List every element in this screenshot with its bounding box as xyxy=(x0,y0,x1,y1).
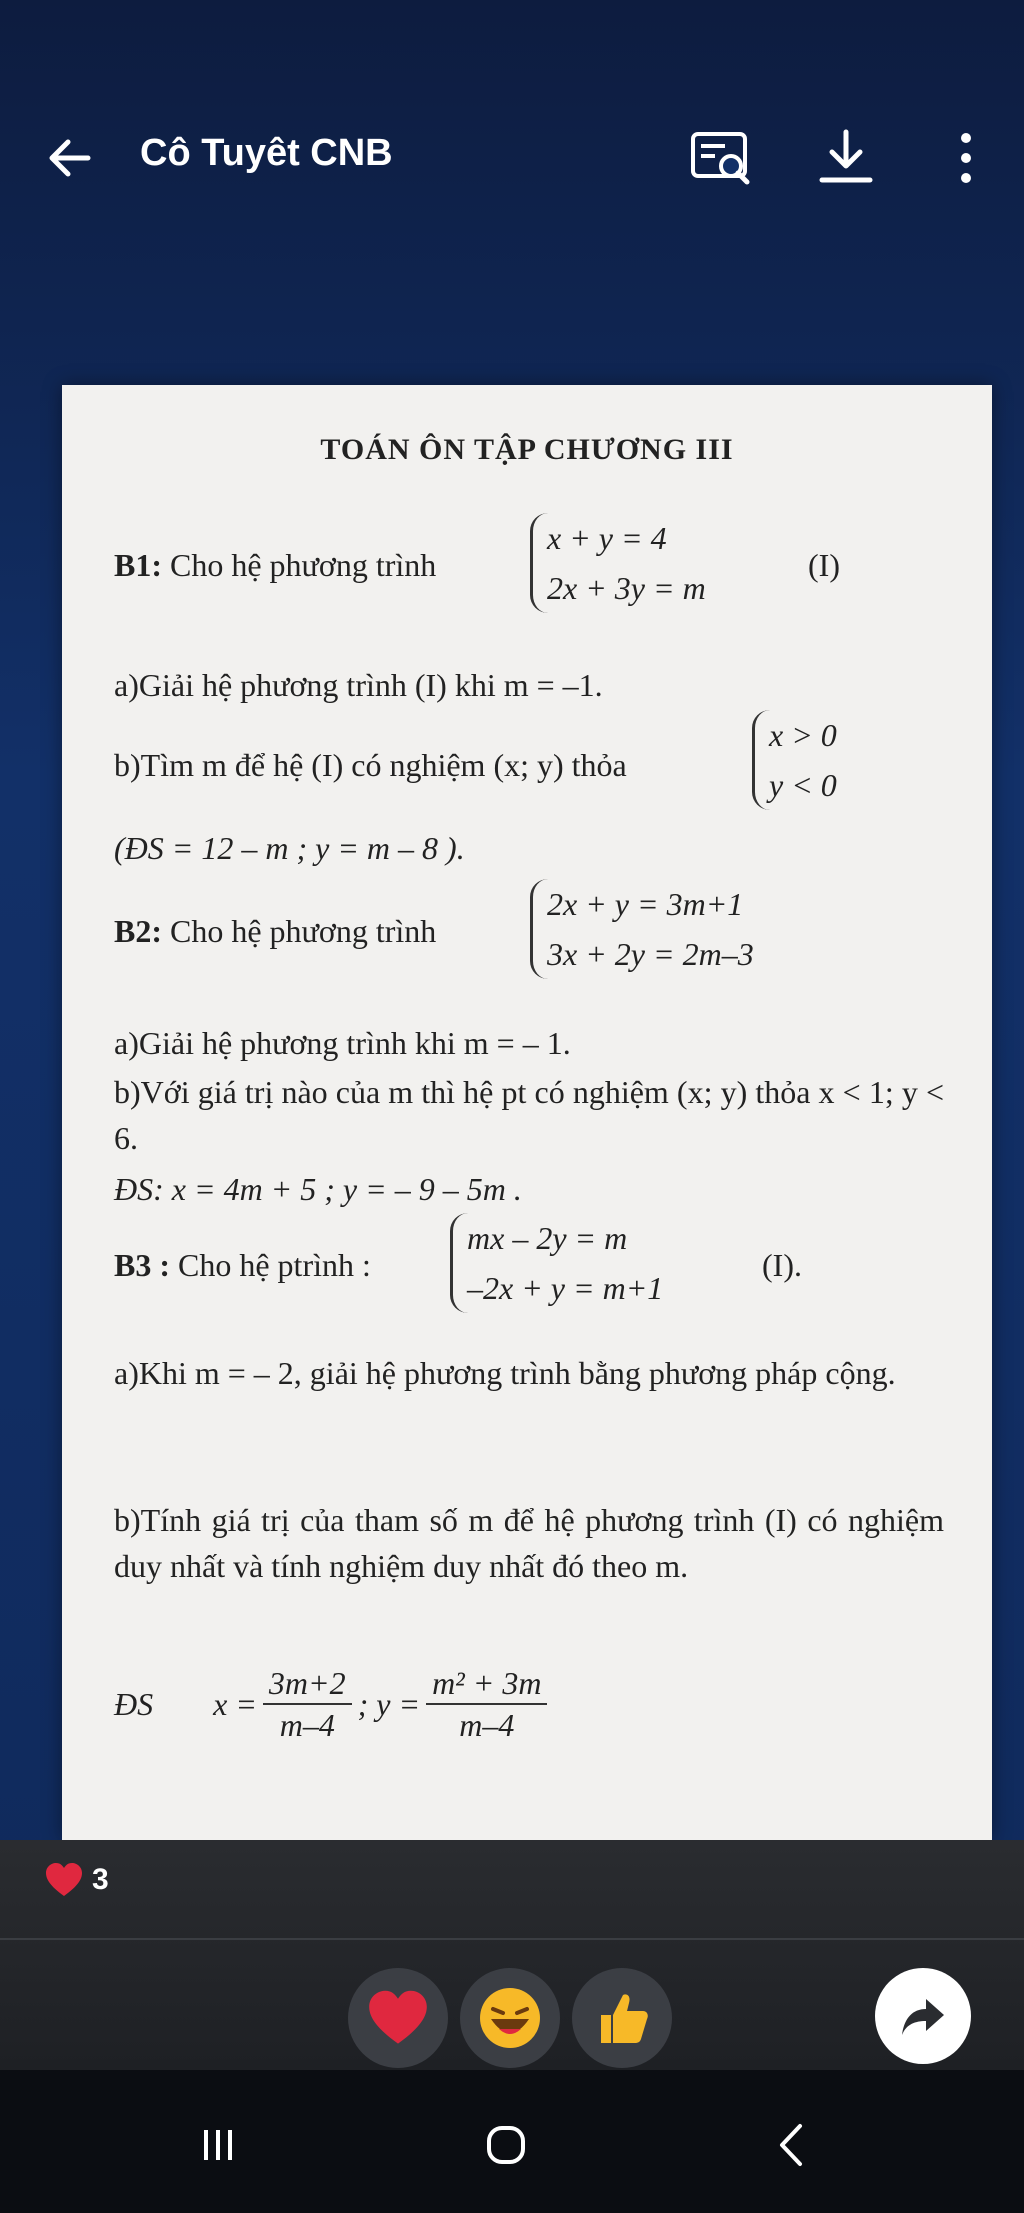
divider xyxy=(0,1938,1024,1940)
recents-button[interactable] xyxy=(178,2110,258,2180)
b1-cond2: y < 0 xyxy=(769,767,837,803)
share-icon xyxy=(896,1989,950,2043)
b1-eq2: 2x + 3y = m xyxy=(547,570,706,606)
system-nav-bar xyxy=(0,2070,1024,2213)
b1-label: B1: xyxy=(114,547,162,583)
b3-text: Cho hệ ptrình : xyxy=(178,1247,371,1283)
b1-heading xyxy=(114,547,436,584)
worksheet-photo xyxy=(62,385,992,1840)
home-icon xyxy=(466,2110,546,2180)
b3-heading xyxy=(114,1247,371,1284)
b2-system xyxy=(530,879,754,979)
b2-answer: ĐS: x = 4m + 5 ; y = – 9 – 5m . xyxy=(114,1171,522,1207)
recents-icon xyxy=(178,2110,258,2180)
top-bar xyxy=(0,100,1024,210)
b3-x-numerator: 3m+2 xyxy=(263,1663,352,1705)
b1-system xyxy=(530,513,706,613)
b3-eq2: –2x + y = m+1 xyxy=(467,1270,664,1306)
worksheet-title: TOÁN ÔN TẬP CHƯƠNG III xyxy=(320,433,734,466)
haha-reaction-button[interactable] xyxy=(460,1968,560,2068)
b3-label: B3 : xyxy=(114,1247,170,1283)
b3-x-lhs: x = xyxy=(213,1685,257,1722)
b1-eq1: x + y = 4 xyxy=(547,520,667,556)
arrow-left-icon xyxy=(40,128,100,188)
b3-y-lhs: ; y = xyxy=(357,1685,421,1722)
back-button[interactable] xyxy=(40,128,100,188)
b3-part-a: a)Khi m = – 2, giải hệ phương trình bằng phương pháp cộng. xyxy=(114,1355,896,1391)
image-search-button[interactable] xyxy=(685,122,757,194)
b1-text: Cho hệ phương trình xyxy=(170,547,437,583)
likes-count: 3 xyxy=(92,1863,109,1896)
b2-eq1: 2x + y = 3m+1 xyxy=(547,886,744,922)
like-reaction-icon xyxy=(591,1987,653,2049)
b3-y-denominator: m–4 xyxy=(459,1707,515,1743)
b1-answer: (ĐS = 12 – m ; y = m – 8 ). xyxy=(114,830,465,866)
b3-eq1: mx – 2y = m xyxy=(467,1220,628,1256)
love-reaction-icon xyxy=(366,1989,430,2047)
b3-y-fraction xyxy=(426,1663,547,1745)
b3-tag: (I). xyxy=(762,1247,802,1283)
b1-cond1: x > 0 xyxy=(769,717,837,753)
heart-icon xyxy=(44,1862,84,1898)
b2-label: B2: xyxy=(114,913,162,949)
b1-tag: (I) xyxy=(808,547,840,583)
b3-system xyxy=(450,1213,663,1313)
download-button[interactable] xyxy=(810,122,882,194)
b3-part-b: b)Tính giá trị của tham số m để hệ phương trình (I) có nghiệm duy nhất và tính nghiệm duy nhất đó theo m. xyxy=(114,1502,944,1584)
b2-text: Cho hệ phương trình xyxy=(170,913,437,949)
b3-x-fraction xyxy=(263,1663,352,1745)
more-options-button[interactable] xyxy=(930,122,1002,194)
b3-answer xyxy=(114,1663,553,1745)
nav-back-icon xyxy=(752,2110,832,2180)
nav-back-button[interactable] xyxy=(752,2110,832,2180)
haha-reaction-icon xyxy=(477,1985,543,2051)
b2-eq2: 3x + 2y = 2m–3 xyxy=(547,936,754,972)
share-button[interactable] xyxy=(875,1968,971,2064)
likes-summary[interactable] xyxy=(44,1862,109,1898)
b1-part-b: b)Tìm m để hệ (I) có nghiệm (x; y) thỏa xyxy=(114,747,627,783)
b1-condition xyxy=(752,710,837,810)
love-reaction-button[interactable] xyxy=(348,1968,448,2068)
b3-x-denominator: m–4 xyxy=(279,1707,335,1743)
home-button[interactable] xyxy=(466,2110,546,2180)
more-vertical-icon xyxy=(930,122,1002,194)
b3-y-numerator: m² + 3m xyxy=(426,1663,547,1705)
b3-answer-label: ĐS xyxy=(114,1685,154,1722)
image-search-icon xyxy=(685,122,757,194)
like-reaction-button[interactable] xyxy=(572,1968,672,2068)
b2-part-a: a)Giải hệ phương trình khi m = – 1. xyxy=(114,1025,571,1061)
b2-part-b: b)Với giá trị nào của m thì hệ pt có nghiệm (x; y) thỏa x < 1; y < 6. xyxy=(114,1074,944,1156)
page-title: Cô Tuyêt CNB xyxy=(140,132,393,174)
b2-heading xyxy=(114,913,436,950)
download-icon xyxy=(810,122,882,194)
b1-part-a: a)Giải hệ phương trình (I) khi m = –1. xyxy=(114,667,603,703)
